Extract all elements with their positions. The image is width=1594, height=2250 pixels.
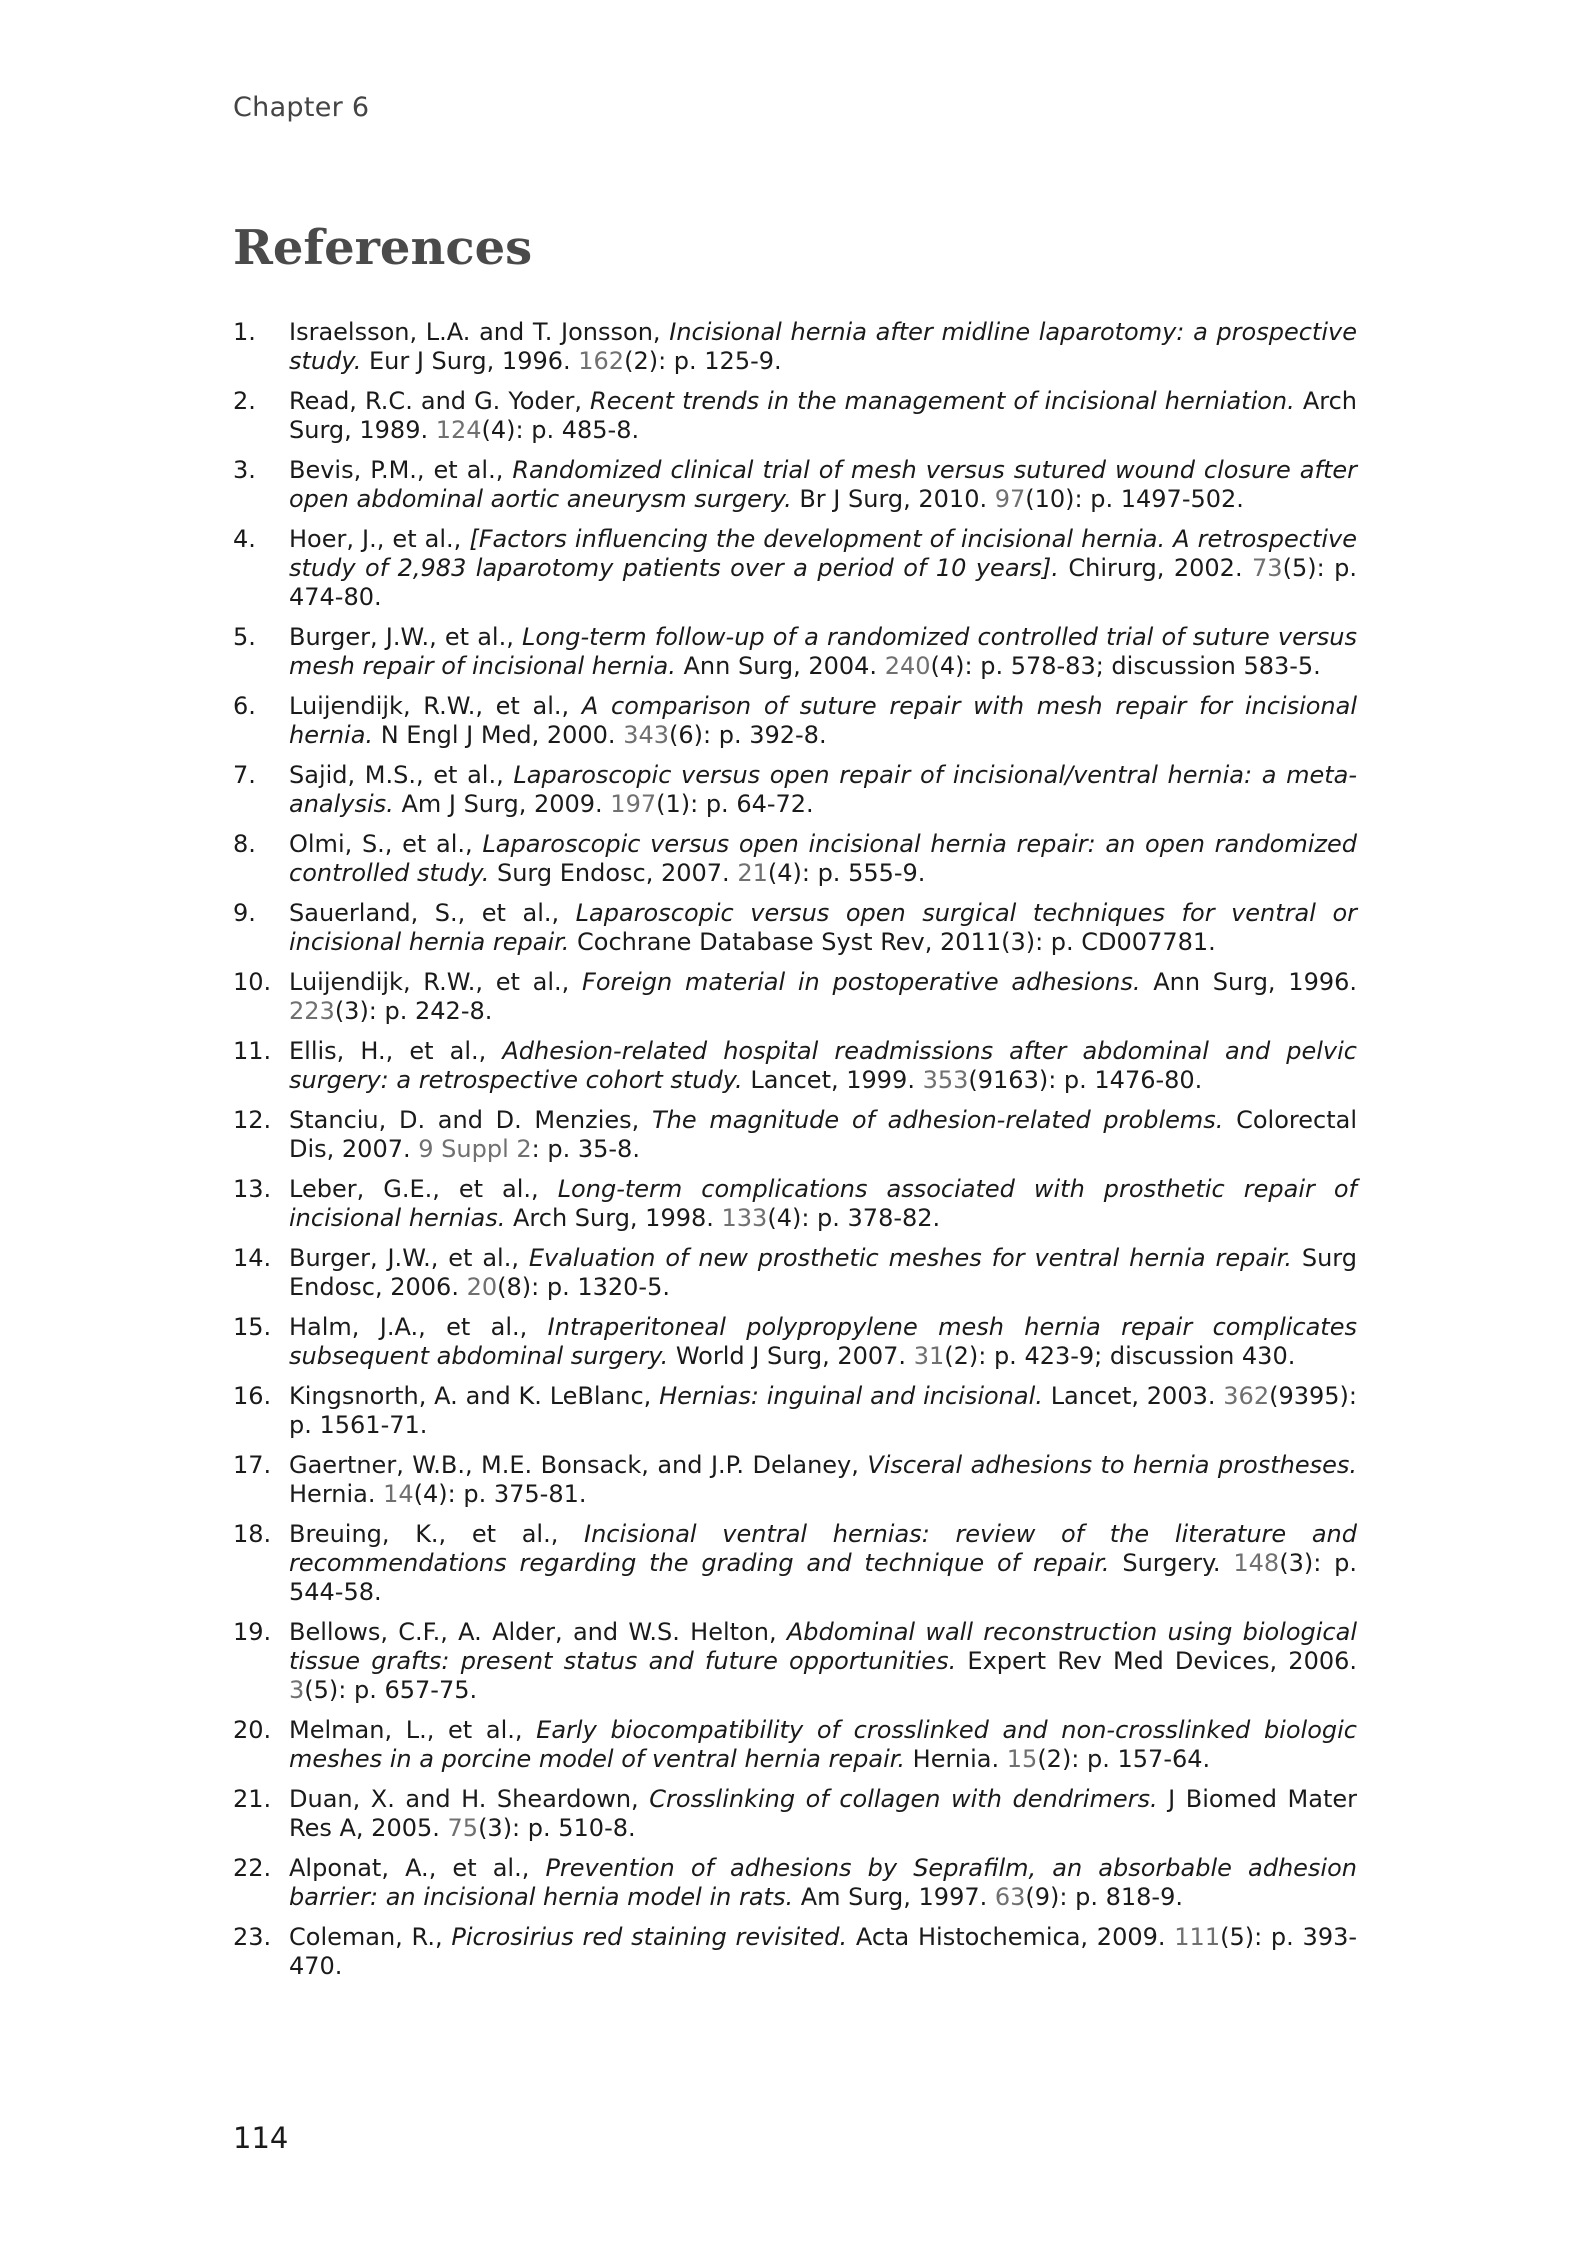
reference-number: 22. <box>233 1854 272 1882</box>
reference-pages: (8): p. 1320-5. <box>497 1273 670 1301</box>
reference-journal: Hernia. <box>289 1480 384 1508</box>
reference-journal: Am J Surg, 2009. <box>393 790 611 818</box>
reference-authors: Burger, J.W., et al., <box>289 623 523 651</box>
reference-number: 2. <box>233 387 256 415</box>
reference-item <box>233 318 1357 376</box>
reference-pages: (6): p. 392-8. <box>669 721 827 749</box>
reference-text <box>289 1785 1357 1843</box>
reference-volume: 21 <box>737 859 768 887</box>
reference-item <box>233 456 1357 514</box>
reference-pages: (4): p. 555-9. <box>767 859 926 887</box>
reference-journal: Cochrane Database Syst Rev, 2011(3): p. CD007781. <box>569 928 1216 956</box>
reference-pages: : p. 35-8. <box>531 1135 640 1163</box>
reference-volume: 162 <box>578 347 625 375</box>
reference-authors: Gaertner, W.B., M.E. Bonsack, and J.P. Delaney, <box>289 1451 868 1479</box>
reference-authors: Luijendijk, R.W., et al., <box>289 692 582 720</box>
reference-journal: Arch Surg, 1989. <box>289 387 1357 444</box>
reference-item <box>233 387 1357 445</box>
reference-pages: (9395): p. 1561-71. <box>289 1382 1357 1439</box>
reference-number: 18. <box>233 1520 272 1548</box>
reference-journal: Ann Surg, 2004. <box>675 652 885 680</box>
reference-pages: (4): p. 578-83; discussion 583-5. <box>930 652 1321 680</box>
reference-text <box>289 318 1357 376</box>
reference-journal: J Biomed Mater Res A, 2005. <box>289 1785 1357 1842</box>
reference-item <box>233 1520 1357 1607</box>
reference-volume: 133 <box>721 1204 768 1232</box>
reference-authors: Burger, J.W., et al., <box>289 1244 529 1272</box>
reference-number: 15. <box>233 1313 272 1341</box>
reference-volume: 124 <box>435 416 482 444</box>
reference-journal: Ann Surg, 1996. <box>1140 968 1358 996</box>
reference-pages: (5): p. 657-75. <box>304 1676 478 1704</box>
reference-item <box>233 1037 1357 1095</box>
reference-text <box>289 1106 1357 1164</box>
reference-text <box>289 1175 1357 1233</box>
reference-journal: Hernia. <box>905 1745 1007 1773</box>
reference-text <box>289 1451 1357 1509</box>
reference-journal: Surgery. <box>1109 1549 1234 1577</box>
reference-text <box>289 1382 1357 1440</box>
reference-item <box>233 1106 1357 1164</box>
reference-volume: 15 <box>1006 1745 1038 1773</box>
reference-authors: Ellis, H., et al., <box>289 1037 503 1065</box>
reference-title: Long-term follow-up of a randomized controlled trial of suture versus mesh repair of incisional hernia. <box>289 623 1357 680</box>
reference-authors: Sajid, M.S., et al., <box>289 761 514 789</box>
reference-authors: Sauerland, S., et al., <box>289 899 576 927</box>
reference-item <box>233 623 1357 681</box>
reference-number: 3. <box>233 456 256 484</box>
reference-authors: Olmi, S., et al., <box>289 830 483 858</box>
reference-number: 4. <box>233 525 256 553</box>
reference-authors: Bellows, C.F., A. Alder, and W.S. Helton, <box>289 1618 787 1646</box>
reference-item <box>233 830 1357 888</box>
reference-item <box>233 761 1357 819</box>
reference-text <box>289 1618 1357 1705</box>
reference-number: 10. <box>233 968 272 996</box>
reference-volume: 343 <box>623 721 669 749</box>
reference-authors: Bevis, P.M., et al., <box>289 456 513 484</box>
reference-title: Abdominal wall reconstruction using biological tissue grafts: present status and future opportunities. <box>289 1618 1358 1675</box>
reference-text <box>289 899 1357 957</box>
reference-text <box>289 830 1357 888</box>
reference-text <box>289 525 1357 612</box>
reference-text <box>289 1244 1357 1302</box>
reference-text <box>289 387 1357 445</box>
reference-number: 7. <box>233 761 256 789</box>
reference-pages: (9): p. 818-9. <box>1025 1883 1183 1911</box>
reference-pages: (4): p. 378-82. <box>767 1204 941 1232</box>
reference-number: 1. <box>233 318 256 346</box>
reference-title: [Factors influencing the development of incisional hernia. A retrospective study of 2,983 laparotomy patients over a period of 10 years]. <box>289 525 1357 582</box>
reference-number: 16. <box>233 1382 272 1410</box>
reference-authors: Israelsson, L.A. and T. Jonsson, <box>289 318 670 346</box>
reference-list <box>233 318 1357 1992</box>
reference-number: 9. <box>233 899 256 927</box>
reference-number: 14. <box>233 1244 272 1272</box>
reference-item <box>233 1923 1357 1981</box>
reference-journal: World J Surg, 2007. <box>668 1342 914 1370</box>
reference-journal: N Engl J Med, 2000. <box>373 721 624 749</box>
reference-text <box>289 1854 1357 1912</box>
reference-title: Adhesion-related hospital readmissions after abdominal and pelvic surgery: a retrospective cohort study. <box>289 1037 1357 1094</box>
reference-item <box>233 1785 1357 1843</box>
reference-number: 17. <box>233 1451 272 1479</box>
reference-pages: (2): p. 157-64. <box>1037 1745 1211 1773</box>
reference-title: Long-term complications associated with prosthetic repair of incisional hernias. <box>289 1175 1357 1232</box>
reference-authors: Duan, X. and H. Sheardown, <box>289 1785 650 1813</box>
reference-text <box>289 1313 1357 1371</box>
reference-volume: 223 <box>289 997 335 1025</box>
reference-volume: 75 <box>447 1814 479 1842</box>
reference-text <box>289 1037 1357 1095</box>
reference-title: Foreign material in postoperative adhesions. <box>582 968 1141 996</box>
reference-title: Laparoscopic versus open repair of incisional/ventral hernia: a meta-analysis. <box>289 761 1357 818</box>
reference-authors: Leber, G.E., et al., <box>289 1175 558 1203</box>
reference-journal: Lancet, 1999. <box>742 1066 923 1094</box>
reference-volume: 31 <box>913 1342 945 1370</box>
reference-pages: (3): p. 544-58. <box>289 1549 1358 1606</box>
reference-title: Incisional ventral hernias: review of the literature and recommendations regarding the grading and technique of repair. <box>289 1520 1358 1577</box>
reference-pages: (2): p. 423-9; discussion 430. <box>944 1342 1296 1370</box>
reference-number: 20. <box>233 1716 272 1744</box>
reference-pages: (5): p. 393-470. <box>289 1923 1358 1980</box>
reference-journal: Lancet, 2003. <box>1042 1382 1224 1410</box>
page-number: 114 <box>233 2121 289 2155</box>
reference-number: 21. <box>233 1785 272 1813</box>
section-title: References <box>233 220 533 276</box>
reference-number: 13. <box>233 1175 272 1203</box>
reference-title: Intraperitoneal polypropylene mesh hernia repair complicates subsequent abdominal surgery. <box>289 1313 1357 1370</box>
reference-item <box>233 1175 1357 1233</box>
reference-pages: (3): p. 242-8. <box>334 997 493 1025</box>
reference-title: The magnitude of adhesion-related problems. <box>651 1106 1224 1134</box>
reference-volume: 9 Suppl 2 <box>418 1135 532 1163</box>
reference-number: 6. <box>233 692 256 720</box>
reference-authors: Melman, L., et al., <box>289 1716 537 1744</box>
reference-volume: 63 <box>994 1883 1026 1911</box>
reference-volume: 353 <box>922 1066 969 1094</box>
reference-item <box>233 525 1357 612</box>
reference-text <box>289 456 1357 514</box>
reference-text <box>289 1520 1357 1607</box>
reference-number: 11. <box>233 1037 272 1065</box>
reference-volume: 148 <box>1233 1549 1280 1577</box>
reference-authors: Coleman, R., <box>289 1923 452 1951</box>
reference-title: Picrosirius red staining revisited. <box>451 1923 848 1951</box>
reference-pages: (4): p. 485-8. <box>481 416 640 444</box>
reference-number: 19. <box>233 1618 272 1646</box>
reference-pages: (10): p. 1497-502. <box>1025 485 1244 513</box>
reference-text <box>289 692 1357 750</box>
reference-volume: 362 <box>1223 1382 1270 1410</box>
reference-title: Laparoscopic versus open incisional hernia repair: an open randomized controlled study. <box>289 830 1357 887</box>
reference-text <box>289 761 1357 819</box>
reference-title: A comparison of suture repair with mesh repair for incisional hernia. <box>289 692 1358 749</box>
reference-pages: (9163): p. 1476-80. <box>968 1066 1203 1094</box>
reference-item <box>233 1854 1357 1912</box>
reference-journal: Br J Surg, 2010. <box>791 485 995 513</box>
reference-item <box>233 1382 1357 1440</box>
reference-text <box>289 968 1357 1026</box>
reference-text <box>289 1923 1357 1981</box>
reference-journal: Arch Surg, 1998. <box>505 1204 722 1232</box>
reference-number: 23. <box>233 1923 272 1951</box>
reference-journal: Expert Rev Med Devices, 2006. <box>956 1647 1358 1675</box>
reference-title: Recent trends in the management of incisional herniation. <box>590 387 1295 415</box>
reference-authors: Hoer, J., et al., <box>289 525 470 553</box>
reference-authors: Read, R.C. and G. Yoder, <box>289 387 591 415</box>
reference-volume: 20 <box>466 1273 498 1301</box>
reference-volume: 73 <box>1252 554 1283 582</box>
reference-journal: Chirurg, 2002. <box>1058 554 1253 582</box>
reference-pages: (4): p. 375-81. <box>413 1480 587 1508</box>
reference-authors: Luijendijk, R.W., et al., <box>289 968 583 996</box>
reference-title: Evaluation of new prosthetic meshes for ventral hernia repair. <box>528 1244 1292 1272</box>
reference-text <box>289 1716 1357 1774</box>
reference-volume: 111 <box>1174 1923 1221 1951</box>
reference-title: Incisional hernia after midline laparotomy: a prospective study. <box>289 318 1357 375</box>
reference-journal: Surg Endosc, 2007. <box>489 859 738 887</box>
reference-authors: Halm, J.A., et al., <box>289 1313 548 1341</box>
reference-authors: Stanciu, D. and D. Menzies, <box>289 1106 652 1134</box>
reference-journal: Acta Histochemica, 2009. <box>847 1923 1175 1951</box>
reference-item <box>233 899 1357 957</box>
reference-title: Laparoscopic versus open surgical techniques for ventral or incisional hernia repair. <box>289 899 1358 956</box>
reference-text <box>289 623 1357 681</box>
reference-pages: (5): p. 474-80. <box>289 554 1357 611</box>
running-head: Chapter 6 <box>233 92 370 123</box>
reference-authors: Kingsnorth, A. and K. LeBlanc, <box>289 1382 660 1410</box>
reference-title: Prevention of adhesions by Seprafilm, an absorbable adhesion barrier: an incisional hernia model in rats. <box>289 1854 1357 1911</box>
reference-pages: (3): p. 510-8. <box>478 1814 636 1842</box>
reference-title: Hernias: inguinal and incisional. <box>659 1382 1043 1410</box>
reference-item <box>233 692 1357 750</box>
reference-item <box>233 1244 1357 1302</box>
reference-authors: Alponat, A., et al., <box>289 1854 546 1882</box>
reference-item <box>233 968 1357 1026</box>
reference-pages: (2): p. 125-9. <box>624 347 782 375</box>
reference-item <box>233 1451 1357 1509</box>
reference-number: 5. <box>233 623 256 651</box>
reference-journal: Colorectal Dis, 2007. <box>289 1106 1357 1163</box>
reference-title: Visceral adhesions to hernia prostheses. <box>867 1451 1358 1479</box>
reference-journal: Surg Endosc, 2006. <box>289 1244 1357 1301</box>
reference-number: 12. <box>233 1106 272 1134</box>
reference-item <box>233 1618 1357 1705</box>
reference-item <box>233 1716 1357 1774</box>
reference-title: Early biocompatibility of crosslinked and non-crosslinked biologic meshes in a porcine model of ventral hernia repair. <box>289 1716 1357 1773</box>
reference-volume: 197 <box>610 790 657 818</box>
reference-volume: 97 <box>994 485 1026 513</box>
reference-number: 8. <box>233 830 256 858</box>
reference-item <box>233 1313 1357 1371</box>
reference-volume: 240 <box>884 652 931 680</box>
reference-journal: Am Surg, 1997. <box>793 1883 995 1911</box>
reference-authors: Breuing, K., et al., <box>289 1520 584 1548</box>
reference-pages: (1): p. 64-72. <box>656 790 814 818</box>
reference-title: Randomized clinical trial of mesh versus sutured wound closure after open abdominal aortic aneurysm surgery. <box>289 456 1357 513</box>
reference-volume: 14 <box>383 1480 414 1508</box>
reference-volume: 3 <box>289 1676 305 1704</box>
reference-journal: Eur J Surg, 1996. <box>361 347 579 375</box>
reference-title: Crosslinking of collagen with dendrimers. <box>649 1785 1158 1813</box>
